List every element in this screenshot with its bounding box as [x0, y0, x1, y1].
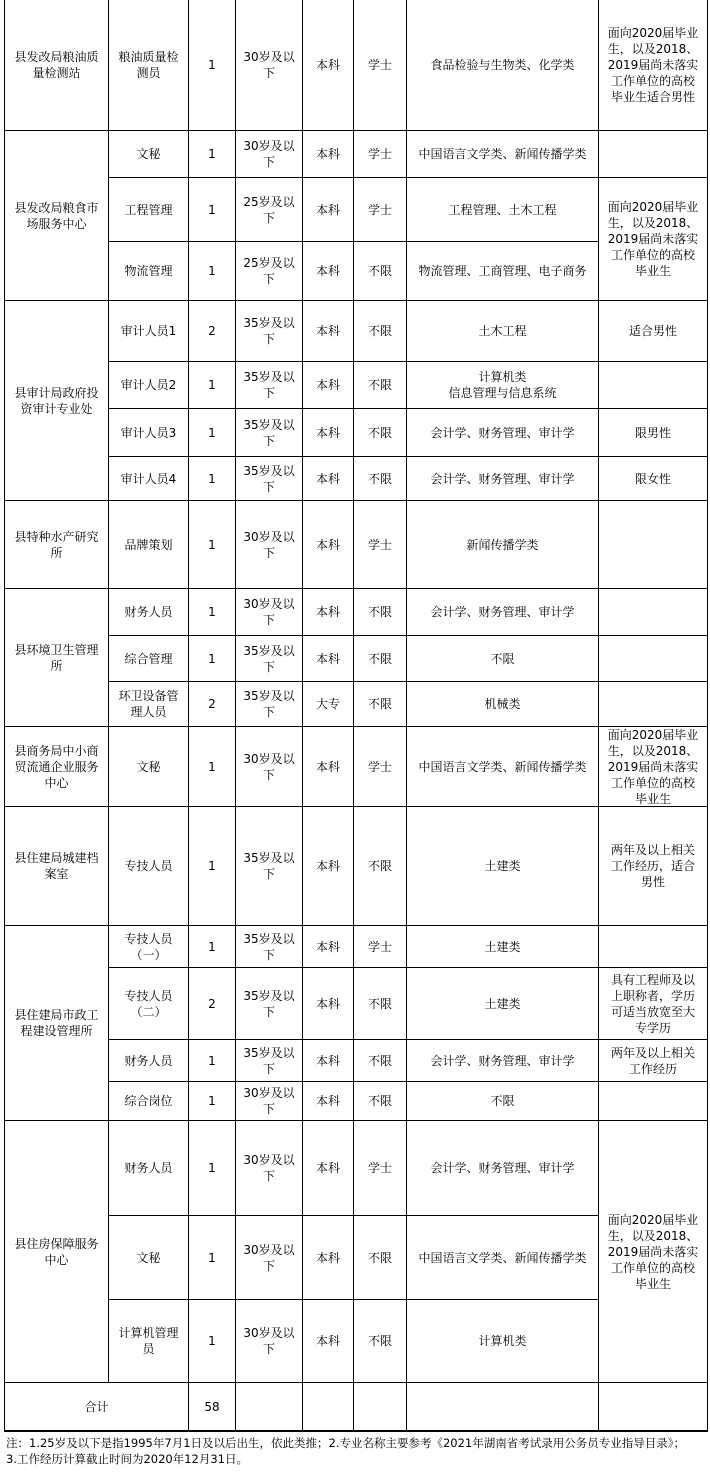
- total-empty-cell: [236, 1383, 303, 1431]
- total-empty-cell: [407, 1383, 599, 1431]
- position-cell: 文秘: [109, 727, 189, 807]
- age-cell: 30岁及以 下: [236, 0, 303, 131]
- age-cell: 35岁及以 下: [236, 457, 303, 501]
- education-cell: 本科: [303, 178, 354, 242]
- major-cell: 计算机类 信息管理与信息系统: [407, 362, 599, 409]
- age-cell: 30岁及以 下: [236, 1216, 303, 1300]
- count-cell: 1: [189, 727, 236, 807]
- major-cell: 会计学、财务管理、审计学: [407, 589, 599, 636]
- age-cell: 30岁及以 下: [236, 501, 303, 589]
- position-cell: 综合岗位: [109, 1082, 189, 1121]
- degree-cell: 学士: [354, 178, 407, 242]
- position-cell: 审计人员3: [109, 409, 189, 457]
- education-cell: 本科: [303, 1082, 354, 1121]
- age-cell: 35岁及以 下: [236, 409, 303, 457]
- major-cell: 新闻传播学类: [407, 501, 599, 589]
- major-cell: 不限: [407, 1082, 599, 1121]
- education-cell: 本科: [303, 926, 354, 968]
- count-cell: 1: [189, 589, 236, 636]
- education-cell: 本科: [303, 589, 354, 636]
- degree-cell: 学士: [354, 0, 407, 131]
- education-cell: 大专: [303, 682, 354, 727]
- degree-cell: 学士: [354, 131, 407, 178]
- count-cell: 1: [189, 1040, 236, 1082]
- major-cell: 计算机类: [407, 1300, 599, 1383]
- age-cell: 25岁及以 下: [236, 242, 303, 301]
- major-cell: 土木工程: [407, 301, 599, 362]
- position-cell: 审计人员2: [109, 362, 189, 409]
- unit-cell: 县住建局市政工 程建设管理所: [5, 926, 109, 1121]
- age-cell: 35岁及以 下: [236, 362, 303, 409]
- major-cell: 会计学、财务管理、审计学: [407, 1121, 599, 1216]
- note-cell: [599, 1082, 707, 1121]
- degree-cell: 学士: [354, 501, 407, 589]
- count-cell: 1: [189, 807, 236, 926]
- major-cell: 物流管理、工商管理、电子商务: [407, 242, 599, 301]
- degree-cell: 不限: [354, 1040, 407, 1082]
- recruitment-table: [4, 0, 708, 1432]
- degree-cell: 不限: [354, 589, 407, 636]
- education-cell: 本科: [303, 727, 354, 807]
- count-cell: 1: [189, 131, 236, 178]
- count-cell: 1: [189, 178, 236, 242]
- note-cell: 具有工程师及以 上职称者，学历 可适当放宽至大 专学历: [599, 968, 707, 1040]
- position-cell: 审计人员4: [109, 457, 189, 501]
- position-cell: 财务人员: [109, 589, 189, 636]
- position-cell: 专技人员 （一）: [109, 926, 189, 968]
- degree-cell: 不限: [354, 362, 407, 409]
- count-cell: 1: [189, 242, 236, 301]
- count-cell: 1: [189, 457, 236, 501]
- age-cell: 30岁及以 下: [236, 1082, 303, 1121]
- count-cell: 1: [189, 409, 236, 457]
- count-cell: 1: [189, 1300, 236, 1383]
- count-cell: 2: [189, 682, 236, 727]
- note-cell: [599, 501, 707, 589]
- degree-cell: 不限: [354, 636, 407, 682]
- age-cell: 35岁及以 下: [236, 301, 303, 362]
- major-cell: 中国语言文学类、新闻传播学类: [407, 1216, 599, 1300]
- count-cell: 1: [189, 1216, 236, 1300]
- degree-cell: 学士: [354, 926, 407, 968]
- education-cell: 本科: [303, 968, 354, 1040]
- position-cell: 环卫设备管 理人员: [109, 682, 189, 727]
- major-cell: 中国语言文学类、新闻传播学类: [407, 131, 599, 178]
- major-cell: 食品检验与生物类、化学类: [407, 0, 599, 131]
- education-cell: 本科: [303, 131, 354, 178]
- degree-cell: 学士: [354, 1121, 407, 1216]
- note-cell: 限女性: [599, 457, 707, 501]
- unit-cell: 县住房保障服务 中心: [5, 1121, 109, 1383]
- position-cell: 文秘: [109, 131, 189, 178]
- count-cell: 1: [189, 0, 236, 131]
- major-cell: 土建类: [407, 926, 599, 968]
- total-empty-cell: [599, 1383, 707, 1431]
- note-cell: 面向2020届毕业 生，以及2018、 2019届尚未落实 工作单位的高校 毕业生适合男性: [599, 0, 707, 131]
- major-cell: 土建类: [407, 807, 599, 926]
- age-cell: 35岁及以 下: [236, 926, 303, 968]
- degree-cell: 不限: [354, 409, 407, 457]
- total-empty-cell: [354, 1383, 407, 1431]
- education-cell: 本科: [303, 807, 354, 926]
- unit-cell: 县发改局粮油质 量检测站: [5, 0, 109, 131]
- unit-cell: 县发改局粮食市 场服务中心: [5, 131, 109, 301]
- count-cell: 1: [189, 926, 236, 968]
- unit-cell: 县住建局城建档 案室: [5, 807, 109, 926]
- note-cell: 限男性: [599, 409, 707, 457]
- unit-cell: 县特种水产研究 所: [5, 501, 109, 589]
- age-cell: 30岁及以 下: [236, 727, 303, 807]
- degree-cell: 不限: [354, 1082, 407, 1121]
- education-cell: 本科: [303, 1216, 354, 1300]
- degree-cell: 不限: [354, 682, 407, 727]
- age-cell: 35岁及以 下: [236, 636, 303, 682]
- degree-cell: 不限: [354, 807, 407, 926]
- age-cell: 35岁及以 下: [236, 682, 303, 727]
- degree-cell: 学士: [354, 727, 407, 807]
- count-cell: 2: [189, 968, 236, 1040]
- note-cell: [599, 131, 707, 178]
- position-cell: 品牌策划: [109, 501, 189, 589]
- count-cell: 1: [189, 501, 236, 589]
- position-cell: 财务人员: [109, 1040, 189, 1082]
- note-cell: 面向2020届毕业 生，以及2018、 2019届尚未落实 工作单位的高校 毕业生: [599, 1121, 707, 1383]
- note-cell: 面向2020届毕业 生，以及2018、 2019届尚未落实 工作单位的高校 毕业生: [599, 178, 707, 301]
- position-cell: 工程管理: [109, 178, 189, 242]
- note-cell: [599, 589, 707, 636]
- note-cell: 两年及以上相关 工作经历: [599, 1040, 707, 1082]
- position-cell: 粮油质量检 测员: [109, 0, 189, 131]
- total-label: 合计: [5, 1383, 189, 1431]
- unit-cell: 县环境卫生管理 所: [5, 589, 109, 727]
- education-cell: 本科: [303, 457, 354, 501]
- position-cell: 审计人员1: [109, 301, 189, 362]
- note-cell: [599, 362, 707, 409]
- degree-cell: 不限: [354, 1216, 407, 1300]
- education-cell: 本科: [303, 636, 354, 682]
- major-cell: 会计学、财务管理、审计学: [407, 457, 599, 501]
- major-cell: 会计学、财务管理、审计学: [407, 1040, 599, 1082]
- education-cell: 本科: [303, 301, 354, 362]
- education-cell: 本科: [303, 1121, 354, 1216]
- age-cell: 35岁及以 下: [236, 1040, 303, 1082]
- note-cell: [599, 636, 707, 682]
- note-cell: [599, 682, 707, 727]
- note-cell: 适合男性: [599, 301, 707, 362]
- age-cell: 35岁及以 下: [236, 968, 303, 1040]
- position-cell: 综合管理: [109, 636, 189, 682]
- count-cell: 2: [189, 301, 236, 362]
- age-cell: 30岁及以 下: [236, 589, 303, 636]
- degree-cell: 不限: [354, 242, 407, 301]
- total-count: 58: [189, 1383, 236, 1431]
- degree-cell: 不限: [354, 457, 407, 501]
- education-cell: 本科: [303, 409, 354, 457]
- count-cell: 1: [189, 636, 236, 682]
- note-cell: 两年及以上相关 工作经历，适合 男性: [599, 807, 707, 926]
- degree-cell: 不限: [354, 968, 407, 1040]
- major-cell: 不限: [407, 636, 599, 682]
- count-cell: 1: [189, 1082, 236, 1121]
- major-cell: 土建类: [407, 968, 599, 1040]
- position-cell: 物流管理: [109, 242, 189, 301]
- degree-cell: 不限: [354, 1300, 407, 1383]
- position-cell: 计算机管理 员: [109, 1300, 189, 1383]
- education-cell: 本科: [303, 1300, 354, 1383]
- education-cell: 本科: [303, 501, 354, 589]
- age-cell: 30岁及以 下: [236, 131, 303, 178]
- note-cell: 面向2020届毕业 生，以及2018、 2019届尚未落实 工作单位的高校 毕业生: [599, 727, 707, 807]
- education-cell: 本科: [303, 362, 354, 409]
- unit-cell: 县商务局中小商 贸流通企业服务 中心: [5, 727, 109, 807]
- unit-cell: 县审计局政府投 资审计专业处: [5, 301, 109, 501]
- major-cell: 会计学、财务管理、审计学: [407, 409, 599, 457]
- position-cell: 专技人员: [109, 807, 189, 926]
- count-cell: 1: [189, 1121, 236, 1216]
- education-cell: 本科: [303, 242, 354, 301]
- position-cell: 文秘: [109, 1216, 189, 1300]
- age-cell: 35岁及以 下: [236, 807, 303, 926]
- position-cell: 专技人员 （二）: [109, 968, 189, 1040]
- total-empty-cell: [303, 1383, 354, 1431]
- major-cell: 机械类: [407, 682, 599, 727]
- age-cell: 30岁及以 下: [236, 1300, 303, 1383]
- count-cell: 1: [189, 362, 236, 409]
- major-cell: 中国语言文学类、新闻传播学类: [407, 727, 599, 807]
- education-cell: 本科: [303, 1040, 354, 1082]
- education-cell: 本科: [303, 0, 354, 131]
- position-cell: 财务人员: [109, 1121, 189, 1216]
- degree-cell: 不限: [354, 301, 407, 362]
- note-cell: [599, 926, 707, 968]
- major-cell: 工程管理、土木工程: [407, 178, 599, 242]
- age-cell: 25岁及以 下: [236, 178, 303, 242]
- footnote: 注：1.25岁及以下是指1995年7月1日及以后出生，依此类推；2.专业名称主要参考《2021年湖南省考试录用公务员专业指导目录》； 3.工作经历计算截止时间为2020年12月31日。: [6, 1436, 685, 1466]
- age-cell: 30岁及以 下: [236, 1121, 303, 1216]
